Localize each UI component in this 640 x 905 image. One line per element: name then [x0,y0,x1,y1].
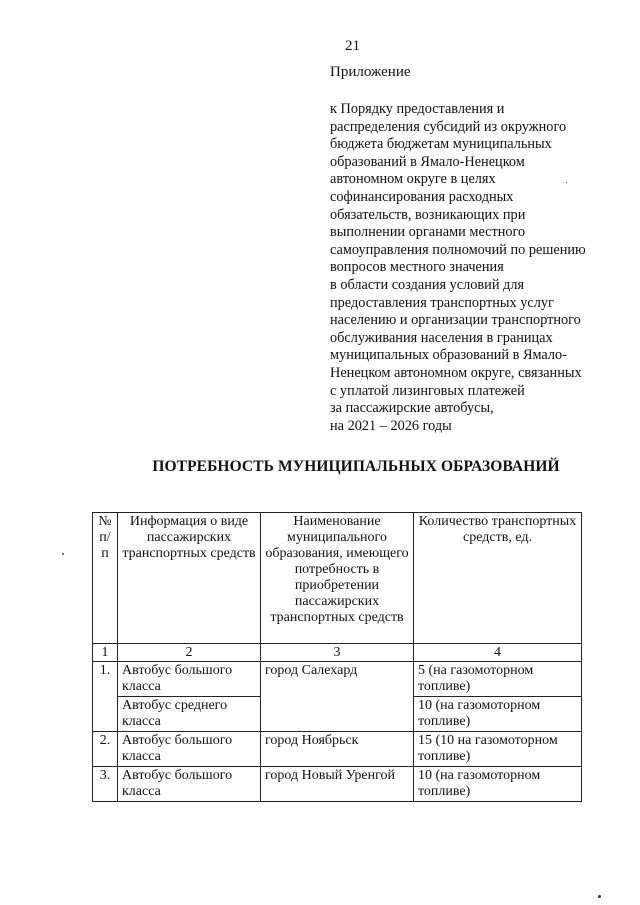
appendix-line: предоставления транспортных услуг [330,294,554,311]
row-number: 1. [93,662,118,732]
appendix-line: Ненецком автономном округе, связанных [330,364,582,381]
header-quantity: Количество транспортных средств, ед. [414,513,582,644]
vehicle-type: Автобус большого класса [118,662,261,697]
table-header-row [93,513,582,644]
document-heading: ПОТРЕБНОСТЬ МУНИЦИПАЛЬНЫХ ОБРАЗОВАНИЙ [152,458,560,475]
appendix-line: бюджета бюджетам муниципальных [330,136,552,153]
column-number: 2 [118,644,261,662]
appendix-line: за пассажирские автобусы, [330,400,494,417]
vehicle-quantity: 10 (на газомоторном топливе) [414,697,582,732]
row-number: 2. [93,732,118,767]
vehicle-quantity: 10 (на газомоторном топливе) [414,767,582,802]
appendix-line: населению и организации транспортного [330,312,581,329]
appendix-line: софинансирования расходных [330,188,514,205]
needs-table [92,512,582,802]
vehicle-quantity: 5 (на газомоторном топливе) [414,662,582,697]
vehicle-type: Автобус большого класса [118,767,261,802]
scan-speck [62,553,64,555]
header-number: № п/п [93,513,118,644]
appendix-line: выполнении органами местного [330,224,526,241]
appendix-line: образований в Ямало-Ненецком [330,153,525,170]
appendix-line: к Порядку предоставления и [330,101,505,117]
header-vehicle-info: Информация о виде пассажирских транспортных средств [118,513,261,644]
appendix-line: обязательств, возникающих при [330,206,526,223]
page-number: 21 [345,38,360,54]
scan-speck [598,895,601,898]
column-number: 4 [414,644,582,662]
appendix-line: в области создания условий для [330,276,525,293]
vehicle-type: Автобус большого класса [118,732,261,767]
appendix-line: вопросов местного значения [330,259,504,276]
row-number: 3. [93,767,118,802]
appendix-line: распределения субсидий из окружного [330,118,567,135]
appendix-line: на 2021 – 2026 годы [330,417,452,434]
municipality: город Салехард [261,662,414,732]
column-number: 3 [261,644,414,662]
table-row [93,767,582,802]
appendix-text [330,101,625,435]
header-municipality: Наименование муниципального образования, имеющего потребность в приобретении пассажирских транспортных средств [261,513,414,644]
column-number-row [93,644,582,662]
scan-speck [566,182,567,183]
appendix-line: самоуправления полномочий по решению [330,241,586,258]
table-row [93,732,582,767]
vehicle-quantity: 15 (10 на газомоторном топливе) [414,732,582,767]
appendix-title: Приложение [330,64,411,80]
table-row [93,662,582,697]
appendix-line: обслуживания населения в границах [330,329,553,346]
municipality: город Новый Уренгой [261,767,414,802]
appendix-line: с уплатой лизинговых платежей [330,382,525,399]
appendix-line: автономном округе в целях [330,171,496,188]
appendix-line: муниципальных образований в Ямало- [330,347,567,364]
column-number: 1 [93,644,118,662]
municipality: город Ноябрьск [261,732,414,767]
vehicle-type: Автобус среднего класса [118,697,261,732]
